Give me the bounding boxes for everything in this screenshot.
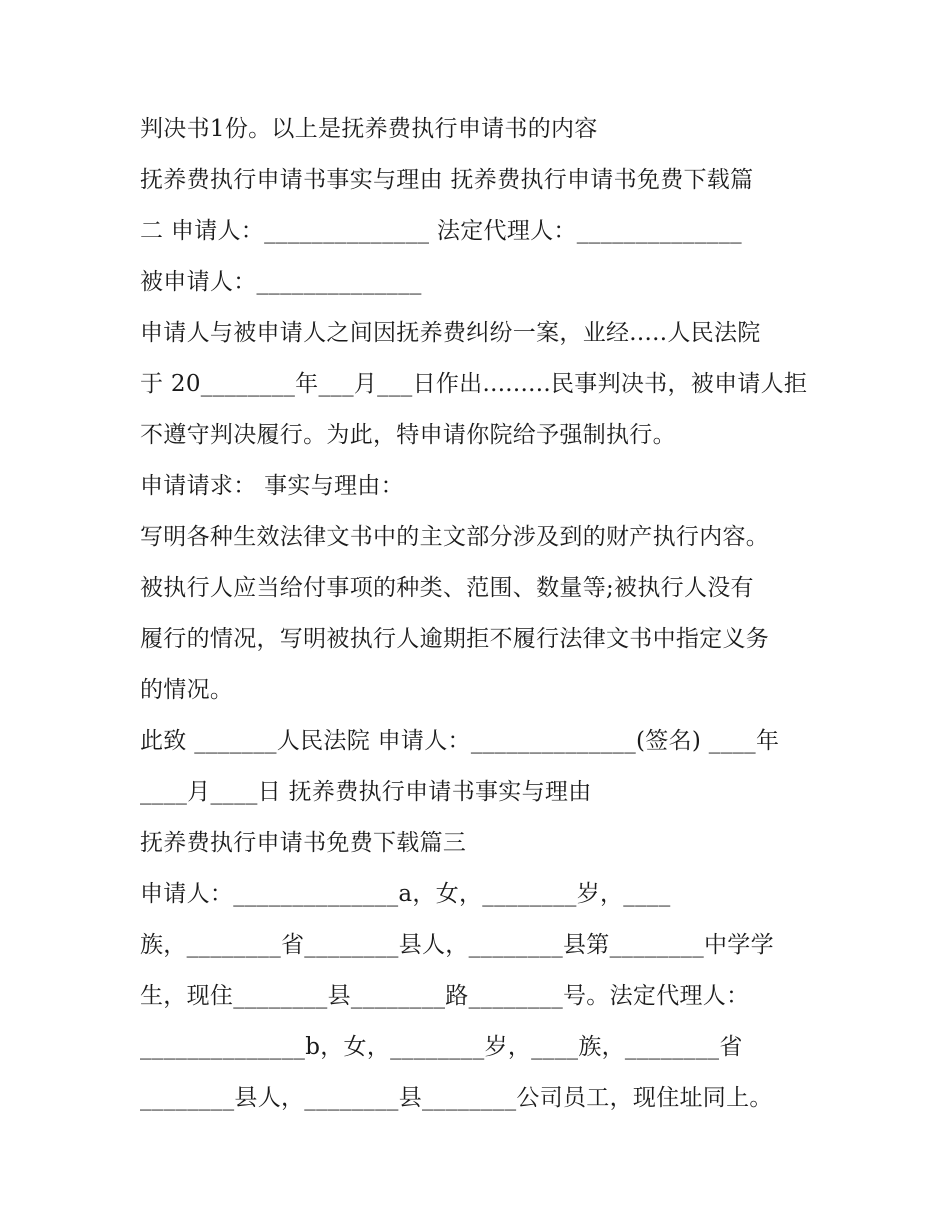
text-line: 于 20________年___月___日作出.........民事判决书，被申请人拒 (140, 371, 808, 397)
text-line: 生，现住________县________路________号。法定代理人： (140, 983, 750, 1009)
text-line: 族，________省________县人，________县第________中学学 (140, 932, 774, 958)
text-line: 判决书1份。以上是抚养费执行申请书的内容 (140, 116, 598, 142)
text-line: 抚养费执行申请书事实与理由 抚养费执行申请书免费下载篇 (140, 167, 754, 193)
text-line: 的情况。 (140, 677, 234, 703)
text-line: 此致 _______人民法院 申请人：______________(签名) ____年 (140, 728, 780, 754)
text-line: 被执行人应当给付事项的种类、范围、数量等;被执行人没有 (140, 575, 754, 601)
text-line: 申请人：______________a，女，________岁，____ (140, 881, 671, 907)
text-line: ______________b，女，________岁，____族，________省 (140, 1034, 743, 1060)
text-line: 履行的情况，写明被执行人逾期拒不履行法律文书中指定义务 (140, 626, 770, 652)
text-line: ________县人，________县________公司员工，现住址同上。 (140, 1085, 773, 1111)
text-line: 申请请求： 事实与理由： (140, 473, 404, 499)
text-line: 写明各种生效法律文书中的主文部分涉及到的财产执行内容。 (140, 524, 770, 550)
text-line: 不遵守判决履行。为此，特申请你院给予强制执行。 (140, 422, 676, 448)
text-line: 被申请人：______________ (140, 269, 422, 295)
text-line: 申请人与被申请人之间因抚养费纠纷一案，业经.....人民法院 (140, 320, 761, 346)
text-line: 二 申请人：______________ 法定代理人：______________ (140, 218, 742, 244)
text-line: 抚养费执行申请书免费下载篇三 (140, 830, 467, 856)
text-line: ____月____日 抚养费执行申请书事实与理由 (140, 779, 592, 805)
